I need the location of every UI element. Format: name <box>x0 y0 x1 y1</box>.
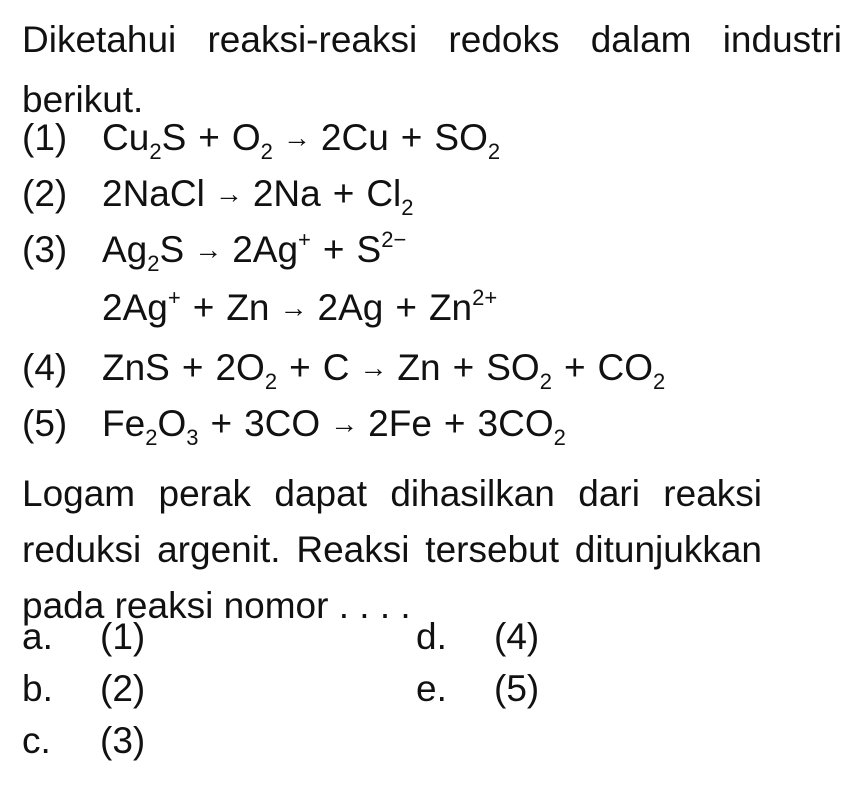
formula-text: ZnS <box>102 347 170 388</box>
reaction-3-step-2 <box>22 280 497 336</box>
charge-superscript: + <box>167 285 181 310</box>
formula-text: 2Ag <box>102 287 168 328</box>
formula-text: 2O <box>215 347 265 388</box>
formula-text: Cu <box>102 117 150 158</box>
reaction-arrow-icon: → <box>194 234 223 265</box>
reaction-equation <box>102 396 566 452</box>
option-value: (5) <box>494 668 540 709</box>
reaction-arrow-icon: → <box>279 292 308 323</box>
reaction-equation <box>102 110 500 166</box>
option-letter: b. <box>22 668 53 709</box>
option-c[interactable] <box>22 716 145 766</box>
charge-superscript: + <box>298 227 311 252</box>
subscript: 2 <box>539 369 552 394</box>
formula-text: C <box>322 347 350 388</box>
reaction-number: (2) <box>22 173 68 214</box>
formula-text: 2Cu <box>320 117 389 158</box>
formula-text: Ag <box>102 229 148 270</box>
option-letter: c. <box>22 720 51 761</box>
subscript: 2 <box>653 369 666 394</box>
formula-text: SO <box>434 117 488 158</box>
reaction-arrow-icon: → <box>214 178 243 209</box>
formula-text: Cl <box>366 173 402 214</box>
plus-sign: + <box>400 117 423 158</box>
formula-text: 2NaCl <box>102 173 205 214</box>
formula-text: 2Fe <box>368 403 432 444</box>
subscript: 2 <box>260 139 273 164</box>
option-letter: e. <box>416 668 447 709</box>
plus-sign: + <box>192 287 215 328</box>
reaction-equation <box>102 166 414 222</box>
reaction-number: (5) <box>22 403 68 444</box>
reaction-equation <box>102 222 406 278</box>
plus-sign: + <box>181 347 204 388</box>
formula-text: O <box>231 117 261 158</box>
reaction-number: (3) <box>22 229 68 270</box>
formula-text: 3CO <box>477 403 554 444</box>
reaction-2 <box>22 166 414 222</box>
option-b[interactable] <box>22 664 145 714</box>
subscript: 2 <box>401 195 414 220</box>
subscript: 2 <box>147 251 160 276</box>
reaction-equation <box>102 340 665 396</box>
plus-sign: + <box>210 403 233 444</box>
option-value: (3) <box>100 720 146 761</box>
reaction-arrow-icon: → <box>330 408 359 439</box>
charge-superscript: 2− <box>381 227 407 252</box>
formula-text: CO <box>597 347 654 388</box>
subscript: 2 <box>149 139 162 164</box>
option-value: (1) <box>100 616 146 657</box>
option-value: (4) <box>494 616 540 657</box>
option-a[interactable] <box>22 612 145 662</box>
reaction-equation <box>102 280 497 336</box>
option-d[interactable] <box>416 612 539 662</box>
formula-text: 2Ag <box>232 229 299 270</box>
formula-text: S <box>159 229 185 270</box>
subscript: 2 <box>145 425 158 450</box>
formula-text: 2Ag <box>317 287 384 328</box>
plus-sign: + <box>289 347 311 388</box>
reaction-5 <box>22 396 566 452</box>
reaction-4 <box>22 340 665 396</box>
plus-sign: + <box>332 173 355 214</box>
plus-sign: + <box>563 347 586 388</box>
question-text: Logam perak dapat dihasilkan dari reaksi reduksi argenit. Reaksi tersebut ditunjukkan pada reaksi nomor . . . . <box>22 473 762 626</box>
formula-text: O <box>157 403 187 444</box>
reaction-1 <box>22 110 500 166</box>
reaction-number: (4) <box>22 347 68 388</box>
plus-sign: + <box>452 347 475 388</box>
option-e[interactable] <box>416 664 539 714</box>
option-value: (2) <box>100 668 146 709</box>
formula-text: 3CO <box>244 403 321 444</box>
formula-text: S <box>356 229 382 270</box>
option-letter: a. <box>22 616 53 657</box>
formula-text: Zn <box>226 287 270 328</box>
reaction-number: (1) <box>22 117 68 158</box>
reaction-arrow-icon: → <box>282 122 311 153</box>
subscript: 2 <box>487 139 501 164</box>
plus-sign: + <box>443 403 466 444</box>
formula-text: Zn <box>428 287 473 328</box>
plus-sign: + <box>322 229 345 270</box>
formula-text: SO <box>486 347 540 388</box>
charge-superscript: 2+ <box>472 285 498 310</box>
reaction-arrow-icon: → <box>359 352 388 383</box>
option-letter: d. <box>416 616 447 657</box>
formula-text: Fe <box>102 403 146 444</box>
plus-sign: + <box>395 287 417 328</box>
formula-text: S <box>161 117 187 158</box>
subscript: 2 <box>553 425 566 450</box>
reaction-3 <box>22 222 406 278</box>
plus-sign: + <box>198 117 220 158</box>
formula-text: 2Na <box>252 173 321 214</box>
formula-text: Zn <box>397 347 441 388</box>
intro-text: Diketahui reaksi-reaksi redoks dalam industri berikut. <box>22 19 842 120</box>
subscript: 2 <box>264 369 278 394</box>
subscript: 3 <box>186 425 199 450</box>
